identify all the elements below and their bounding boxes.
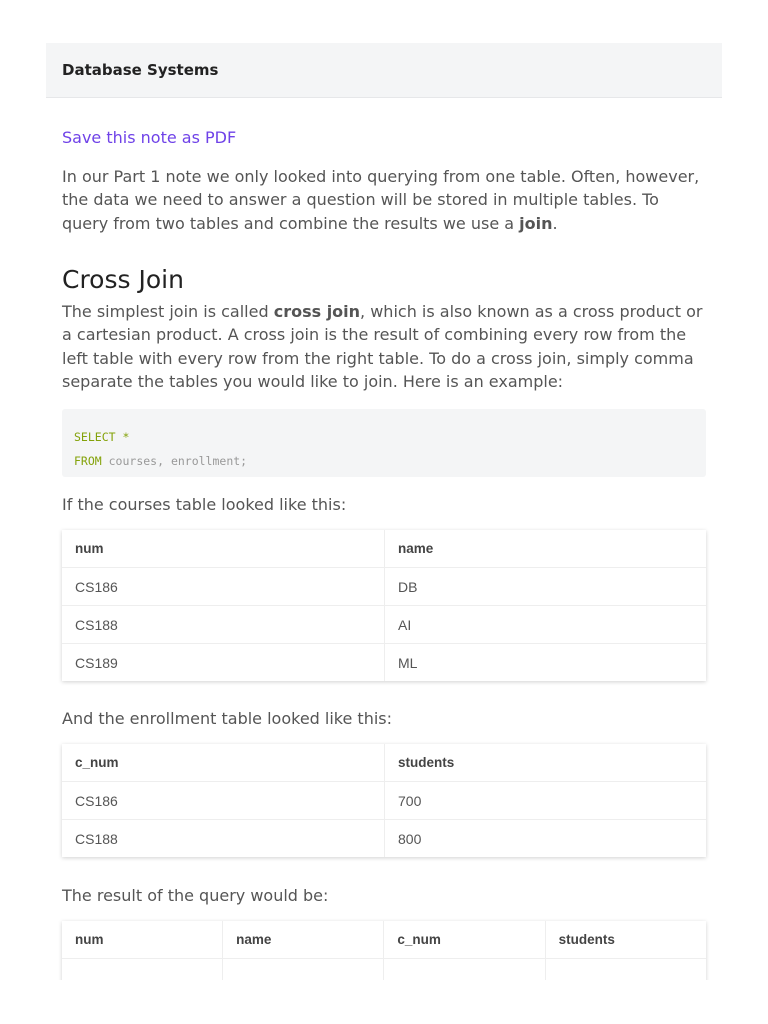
column-header: name bbox=[223, 921, 384, 959]
table-cell: 700 bbox=[385, 782, 707, 820]
code-line-1 bbox=[74, 425, 694, 449]
table-cell: 800 bbox=[398, 830, 422, 847]
code-select-star: * bbox=[115, 430, 130, 444]
table-header-row bbox=[62, 921, 706, 959]
table-cell: CS189 bbox=[62, 644, 385, 682]
cross-join-text: The simplest join is called bbox=[62, 302, 274, 321]
code-line-2 bbox=[74, 449, 694, 473]
table-row bbox=[62, 644, 706, 682]
column-header: c_num bbox=[384, 921, 545, 959]
table-row bbox=[62, 782, 706, 820]
intro-text: In our Part 1 note we only looked into querying from one table. Often, however, the data we need to answer a question will be stored in multiple tables. To query from two tables and combine the results we use a bbox=[62, 167, 700, 233]
table-cell: CS188 bbox=[62, 820, 385, 858]
column-header: c_num bbox=[62, 744, 385, 782]
table-cell: CS186 bbox=[62, 782, 385, 820]
section-heading: Cross Join bbox=[62, 265, 184, 294]
cross-join-paragraph bbox=[62, 300, 706, 393]
save-pdf-link[interactable]: Save this note as PDF bbox=[62, 128, 237, 147]
column-header: students bbox=[385, 744, 707, 782]
table-cell: CS186 bbox=[62, 568, 385, 606]
code-from-tables: courses, enrollment; bbox=[101, 454, 248, 468]
table-cell: AI bbox=[385, 606, 707, 644]
table-row bbox=[62, 820, 706, 858]
courses-table bbox=[62, 530, 706, 681]
intro-text-end: . bbox=[552, 213, 558, 233]
page-header bbox=[46, 43, 722, 98]
code-keyword-from: FROM bbox=[74, 454, 102, 468]
enrollment-intro: And the enrollment table looked like this: bbox=[62, 709, 393, 728]
result-intro: The result of the query would be: bbox=[62, 886, 329, 905]
table-header-row bbox=[62, 530, 706, 568]
table-cell: ML bbox=[398, 654, 418, 671]
column-header: num bbox=[62, 530, 385, 568]
table-row bbox=[62, 606, 706, 644]
site-title: Database Systems bbox=[62, 61, 219, 79]
table-header-row bbox=[62, 744, 706, 782]
enrollment-table bbox=[62, 744, 706, 857]
table-cell: CS188 bbox=[62, 606, 385, 644]
code-block bbox=[62, 409, 706, 477]
cross-join-bold-term: cross join bbox=[273, 302, 361, 321]
cross-join-text-end: , which is also known as a cross product or a cartesian product. A cross join is the result of combining every row from the left table with every row from the right table. To do a cross join, simply comma separate the tables you would like to join. Here is an example: bbox=[62, 302, 703, 391]
column-header: name bbox=[385, 530, 707, 568]
table-row bbox=[62, 568, 706, 606]
intro-paragraph bbox=[62, 165, 706, 235]
code-keyword-select: SELECT bbox=[74, 430, 116, 444]
table-cell: DB bbox=[385, 568, 707, 606]
courses-intro: If the courses table looked like this: bbox=[62, 495, 347, 514]
viewport-bottom-clip bbox=[0, 980, 768, 1024]
intro-bold-term: join bbox=[519, 213, 553, 233]
column-header: num bbox=[62, 921, 223, 959]
column-header: students bbox=[545, 921, 706, 959]
